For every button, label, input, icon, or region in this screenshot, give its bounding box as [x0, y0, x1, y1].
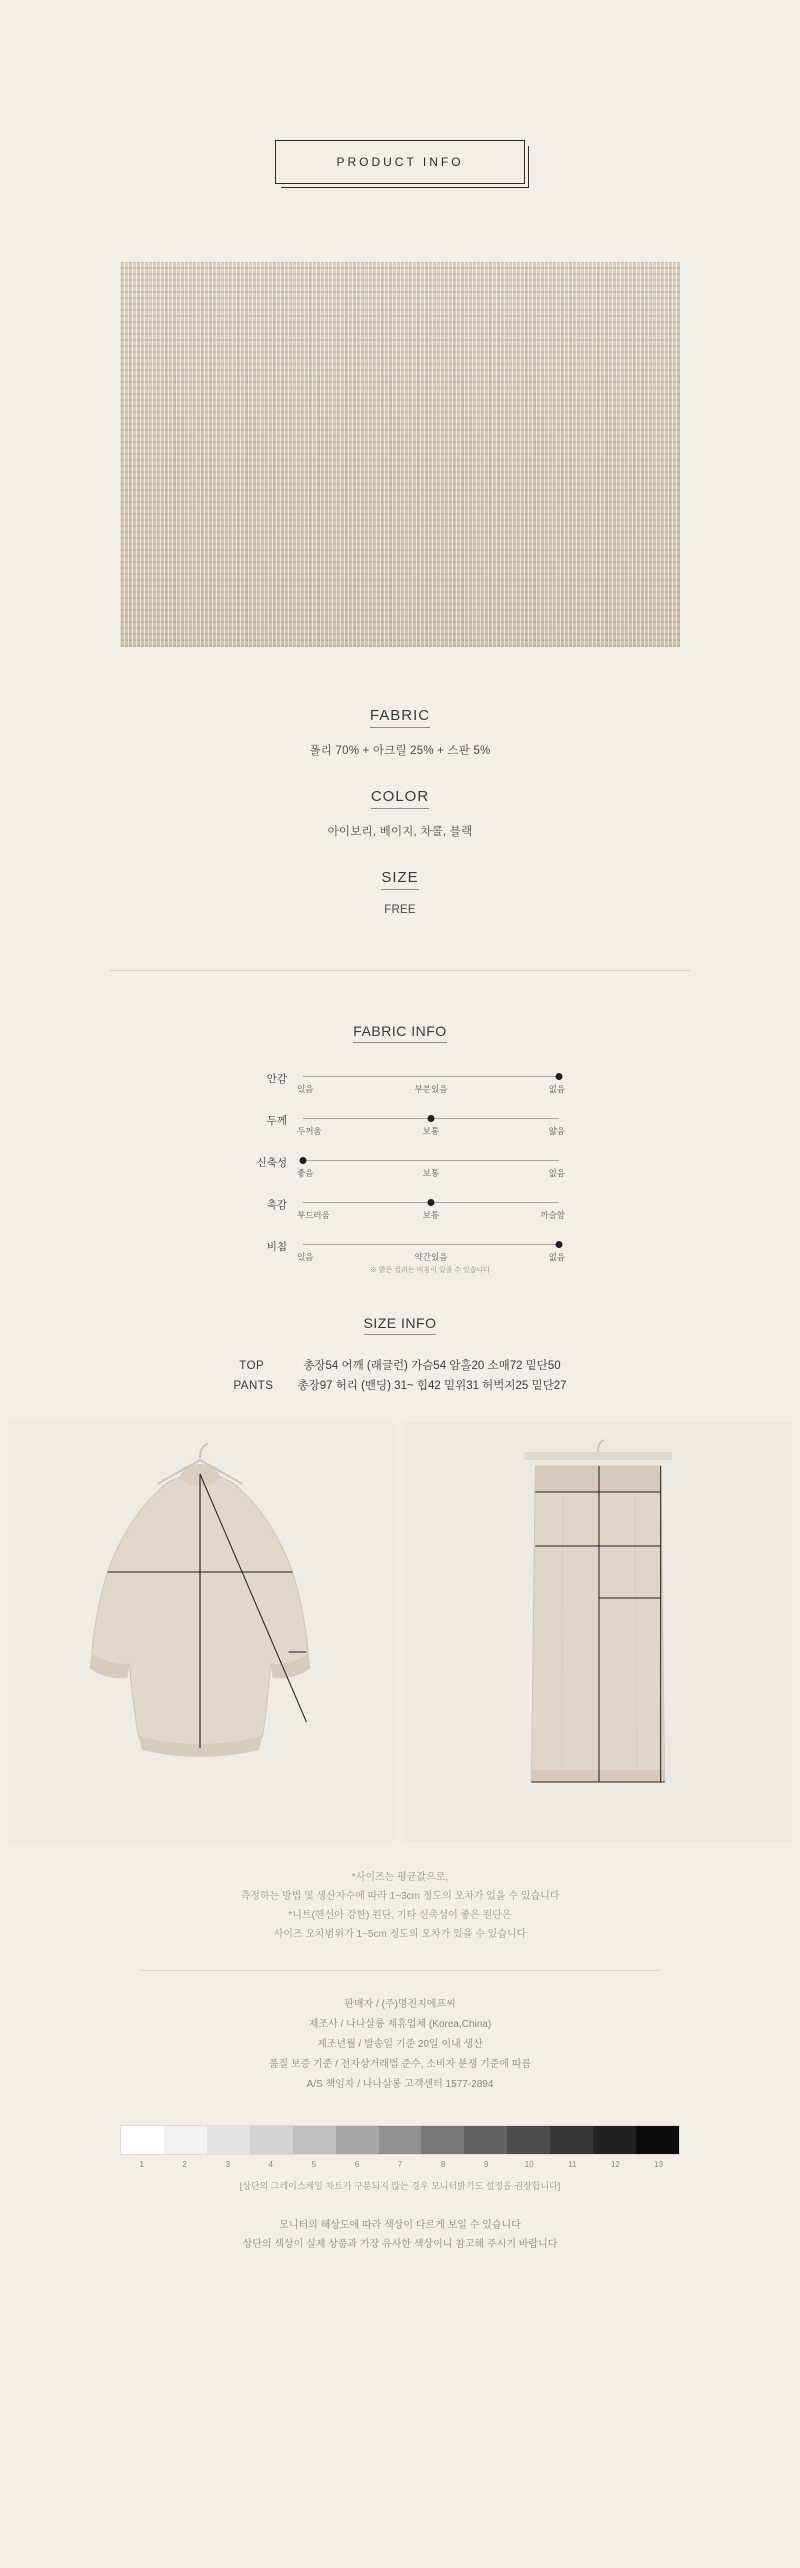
scale-dot — [428, 1199, 435, 1206]
scale-ticks — [297, 1125, 565, 1137]
scale-ticks — [297, 1083, 565, 1095]
grayscale-number: 10 — [524, 2160, 534, 2170]
grayscale-number: 3 — [225, 2160, 230, 2170]
scale-label: 신축성 — [256, 1157, 287, 1169]
spec-color — [0, 788, 800, 839]
scale-tick: 얇음 — [548, 1126, 565, 1136]
scale-track — [297, 1237, 565, 1275]
scale-tick: 부드러움 — [297, 1210, 330, 1220]
grayscale-number: 5 — [311, 2160, 317, 2170]
spec-size — [0, 869, 800, 916]
grayscale-cell — [207, 2126, 250, 2154]
scale-ticks — [297, 1209, 565, 1221]
scale-label: 촉감 — [266, 1199, 287, 1211]
size-row-key: TOP — [239, 1360, 265, 1372]
spec-fabric — [0, 707, 800, 758]
seller-info — [0, 1995, 800, 2095]
fabric-info-scales — [235, 1069, 565, 1275]
fabric-info-title: FABRIC INFO — [353, 1023, 446, 1043]
scale-dot — [556, 1241, 563, 1248]
spec-size-title: SIZE — [381, 869, 418, 890]
section-divider — [110, 970, 690, 971]
scale-line — [303, 1118, 559, 1119]
spec-color-value: 아이보리, 베이지, 차콜, 블랙 — [327, 826, 473, 838]
knit-cardigan-measure-photo — [8, 1422, 396, 1842]
scale-track — [297, 1195, 565, 1221]
spec-list — [0, 707, 800, 916]
scale-line — [303, 1202, 559, 1203]
seller-line: 제조년월 / 발송일 기준 20일 이내 생산 — [317, 2039, 483, 2051]
measurement-photos — [0, 1422, 800, 1842]
grayscale-number: 4 — [268, 2160, 273, 2170]
grayscale-cell — [550, 2126, 593, 2154]
scale-label: 비침 — [266, 1241, 287, 1253]
fabric-swatch-image — [120, 262, 680, 647]
scale-tick: 없음 — [548, 1252, 565, 1262]
grayscale-number: 9 — [483, 2160, 489, 2170]
scale-ticks — [297, 1167, 565, 1179]
grayscale-cell — [593, 2126, 636, 2154]
grayscale-number: 7 — [397, 2160, 403, 2170]
size-row-key: PANTS — [233, 1379, 274, 1392]
scale-tick: 좋음 — [297, 1168, 314, 1178]
seller-line: A/S 책임자 / 나나살롱 고객센터 1577-2894 — [306, 2079, 494, 2091]
seller-line: 판매자 / (주)명진지에프씨 — [344, 1999, 456, 2011]
seller-line: 제조사 / 나나살롱 제휴업체 (Korea,China) — [308, 2019, 492, 2031]
note-line: *니트(핸선아 강한) 원단, 기타 신축성이 좋은 원단은 — [288, 1910, 512, 1922]
note-line: 사이즈 오차범위가 1~5cm 정도의 오차가 있을 수 있습니다 — [273, 1929, 527, 1941]
scale-label: 두께 — [266, 1115, 287, 1127]
product-info-badge: PRODUCT INFO — [275, 140, 524, 184]
skirt-illustration — [404, 1422, 792, 1842]
note-line: 측정하는 방법 및 생산자수에 따라 1~3cm 정도의 오차가 있을 수 있습니다 — [240, 1891, 560, 1903]
size-row-top — [0, 1357, 800, 1377]
cardigan-illustration — [8, 1422, 396, 1842]
scale-tick: 까슬함 — [540, 1210, 565, 1220]
grayscale-number: 6 — [354, 2160, 360, 2170]
grayscale-number: 11 — [568, 2160, 577, 2170]
grayscale-chart — [120, 2125, 680, 2192]
scale-line — [303, 1244, 559, 1245]
grayscale-number: 13 — [654, 2160, 663, 2170]
grayscale-number: 8 — [440, 2160, 446, 2170]
footer-note-line: 상단의 색상이 실제 상품과 가장 유사한 색상이니 참고해 주시기 바랍니다 — [242, 2239, 558, 2251]
header — [0, 0, 800, 184]
footer-divider — [140, 1970, 660, 1971]
size-info-table — [0, 1357, 800, 1396]
scale-row-lining — [235, 1069, 565, 1095]
scale-tick: 보통 — [422, 1210, 440, 1220]
knit-skirt-measure-photo — [404, 1422, 792, 1842]
grayscale-cell — [121, 2126, 164, 2154]
scale-tick: 없음 — [548, 1168, 565, 1178]
grayscale-cell — [336, 2126, 379, 2154]
spec-color-title: COLOR — [371, 788, 429, 809]
size-row-values: 총장97 허리 (밴딩) 31~ 힙42 밑위31 허벅지25 밑단27 — [297, 1379, 567, 1392]
spec-fabric-value: 폴리 70% + 아크릴 25% + 스판 5% — [309, 745, 491, 757]
scale-line — [303, 1076, 559, 1077]
scale-ticks — [297, 1251, 565, 1263]
grayscale-caption: [상단의 그레이스케일 차트가 구분되지 않는 경우 모니터밝기도 설정을 권장합니다] — [239, 2181, 561, 2192]
size-row-pants — [0, 1377, 800, 1397]
scale-row-texture — [235, 1195, 565, 1221]
scale-tick: 있음 — [297, 1084, 314, 1094]
grayscale-bar — [120, 2125, 680, 2155]
scale-row-sheerness — [235, 1237, 565, 1275]
scale-tick: 두꺼움 — [297, 1126, 322, 1136]
grayscale-cell — [464, 2126, 507, 2154]
grayscale-number: 2 — [182, 2160, 187, 2170]
spec-fabric-title: FABRIC — [370, 707, 430, 728]
spec-size-value: FREE — [384, 904, 416, 916]
size-row-values: 총장54 어깨 (래글런) 가슴54 암홀20 소매72 밑단50 — [303, 1360, 561, 1372]
grayscale-cell — [421, 2126, 464, 2154]
grayscale-number: 1 — [139, 2160, 144, 2170]
scale-track — [297, 1111, 565, 1137]
grayscale-cell — [507, 2126, 550, 2154]
grayscale-numbers — [120, 2160, 680, 2169]
scale-row-elasticity — [235, 1153, 565, 1179]
measurement-notes — [0, 1868, 800, 1944]
size-info-title: SIZE INFO — [364, 1315, 437, 1335]
grayscale-cell — [293, 2126, 336, 2154]
grayscale-cell — [164, 2126, 207, 2154]
scale-tick: 보통 — [422, 1126, 440, 1136]
fabric-info-section — [0, 1023, 800, 1275]
grayscale-cell — [636, 2126, 679, 2154]
seller-line: 품질 보증 기준 / 전자상거래법 준수, 소비자 분쟁 기준에 따름 — [268, 2059, 532, 2071]
scale-tick: 약간있음 — [414, 1252, 448, 1262]
fabric-info-note: ※ 밝은 컬러는 비침이 있을 수 있습니다. — [369, 1267, 493, 1274]
scale-label: 안감 — [266, 1073, 287, 1085]
scale-track — [297, 1153, 565, 1179]
scale-dot — [300, 1157, 307, 1164]
scale-tick: 보통 — [422, 1168, 440, 1178]
swatch-texture — [120, 262, 680, 647]
footer-note — [0, 2216, 800, 2294]
grayscale-number: 12 — [610, 2160, 620, 2170]
scale-dot — [428, 1115, 435, 1122]
scale-tick: 있음 — [297, 1252, 314, 1262]
scale-dot — [556, 1073, 563, 1080]
scale-tick: 없음 — [548, 1084, 565, 1094]
scale-line — [303, 1160, 559, 1161]
grayscale-cell — [250, 2126, 293, 2154]
grayscale-cell — [379, 2126, 422, 2154]
scale-row-thickness — [235, 1111, 565, 1137]
note-line: *사이즈는 평균값으로, — [351, 1872, 449, 1884]
scale-tick: 부분있음 — [414, 1084, 448, 1094]
footer-note-line: 모니터의 해상도에 따라 색상이 다르게 보일 수 있습니다 — [279, 2220, 521, 2232]
scale-track — [297, 1069, 565, 1095]
size-info-section — [0, 1315, 800, 1396]
